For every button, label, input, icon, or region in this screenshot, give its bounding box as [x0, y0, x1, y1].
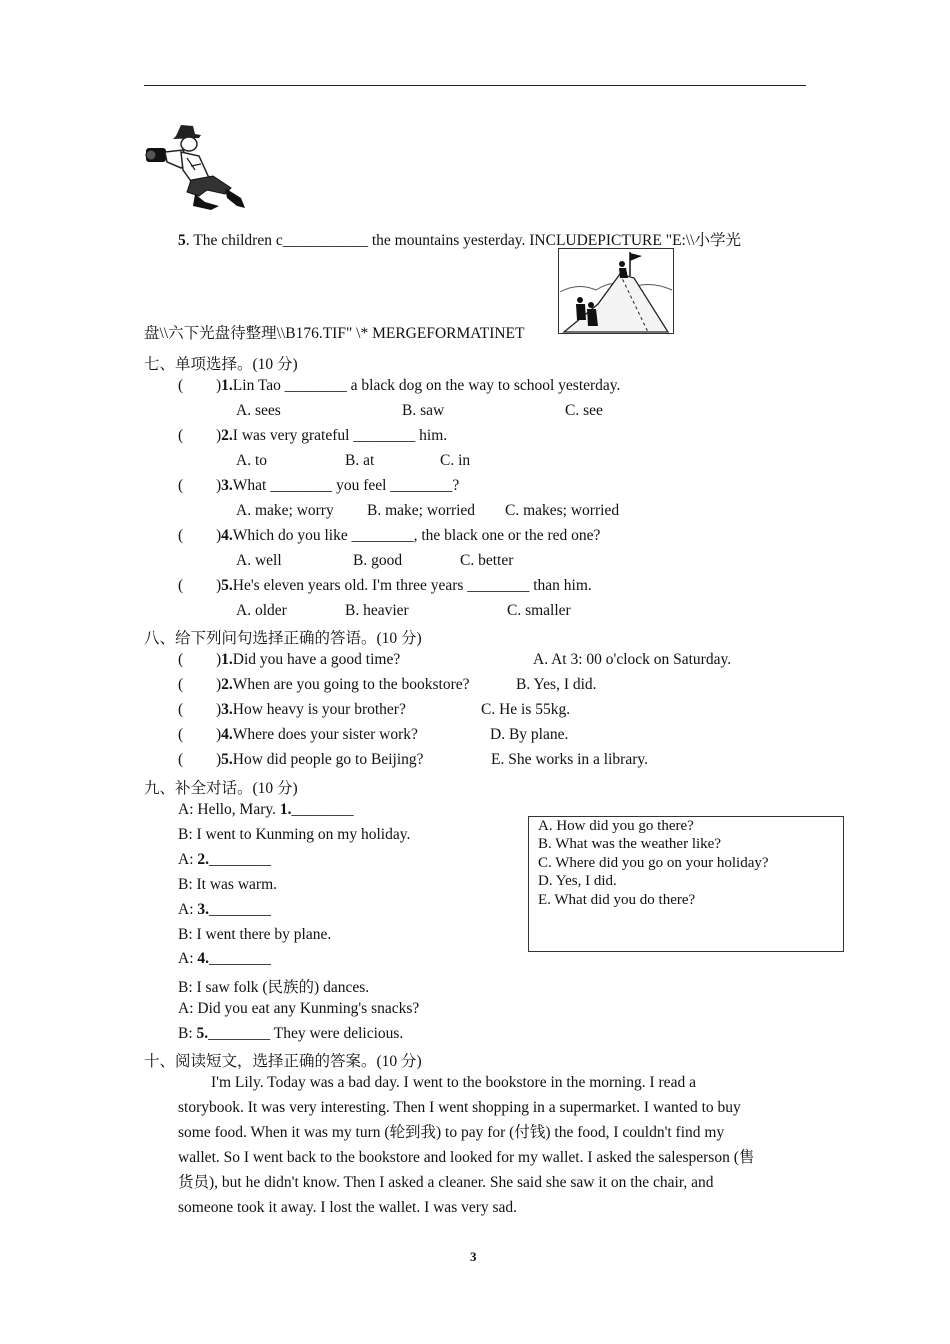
option-b: B. make; worried	[367, 502, 476, 519]
question-item	[216, 527, 600, 545]
answer-paren-close: )	[216, 377, 222, 394]
question-text: What ________ you feel ________?	[232, 477, 460, 494]
section-8-title: 八、给下列问句选择正确的答语。(10 分)	[144, 630, 422, 647]
question-item	[216, 577, 592, 595]
option-c: C. see	[565, 402, 603, 419]
passage-line: wallet. So I went back to the bookstore and looked for my wallet. I asked the salesperson (售	[178, 1149, 755, 1166]
question-number: 1.	[221, 377, 233, 394]
question-text: I was very grateful ________ him.	[232, 427, 448, 444]
answer-paren[interactable]: (	[178, 751, 184, 768]
question-text: He's eleven years old. I'm three years ________ than him.	[232, 577, 592, 594]
section-9-title: 九、补全对话。(10 分)	[144, 780, 298, 797]
section-7-title: 七、单项选择。(10 分)	[144, 356, 298, 373]
section-10-title: 十、阅读短文，选择正确的答案。(10 分)	[144, 1053, 422, 1070]
answer-paren[interactable]: (	[178, 676, 184, 693]
option-b: B. saw	[402, 402, 445, 419]
question-number: 2.	[221, 676, 233, 693]
mountain-climbers-illustration	[558, 248, 674, 334]
passage-line: some food. When it was my turn (轮到我) to pay for (付钱) the food, I couldn't find my	[178, 1124, 725, 1141]
question-item: )3.How heavy is your brother?	[216, 701, 406, 718]
option-a: A. well	[236, 552, 282, 569]
question-text: Lin Tao ________ a black dog on the way to school yesterday.	[232, 377, 621, 394]
passage-line: 货员), but he didn't know. Then I asked a cleaner. She said she saw it on the chair, and	[178, 1174, 714, 1191]
photographer-illustration	[143, 122, 247, 212]
question-number: 4.	[221, 527, 233, 544]
option-item: C. Where did you go on your holiday?	[538, 855, 769, 871]
option-item: E. What did you do there?	[538, 892, 696, 908]
question-item	[216, 377, 620, 395]
answer-paren-close: )	[216, 577, 222, 594]
option-c: C. smaller	[507, 602, 571, 619]
option-a: A. sees	[236, 402, 281, 419]
question-item: )4.Where does your sister work?	[216, 726, 418, 743]
option-item: D. Yes, I did.	[538, 873, 617, 889]
dialogue-line: B: I went there by plane.	[178, 926, 332, 943]
answer-paren-open[interactable]: (	[178, 527, 184, 544]
question-number: 2.	[221, 427, 233, 444]
option-c: C. in	[440, 452, 471, 469]
answer-paren-close: )	[216, 527, 222, 544]
question-text: When are you going to the bookstore?	[232, 676, 470, 693]
question-item: )5.How did people go to Beijing?	[216, 751, 424, 768]
option-item: A. How did you go there?	[538, 818, 694, 834]
header-rule	[144, 85, 806, 86]
answer-choice: E. She works in a library.	[491, 751, 648, 768]
question-text: How heavy is your brother?	[232, 701, 406, 718]
answer-paren-open[interactable]: (	[178, 427, 184, 444]
question-5-line-2: 盘\\六下光盘待整理\\B176.TIF" \* MERGEFORMATINET	[144, 325, 525, 342]
passage-line: storybook. It was very interesting. Then I went shopping in a supermarket. I wanted to buy	[178, 1099, 741, 1116]
question-5-number: 5	[178, 232, 186, 249]
question-number: 1.	[221, 651, 233, 668]
reading-passage	[178, 1070, 806, 1220]
question-item	[216, 427, 447, 445]
question-item: )2.When are you going to the bookstore?	[216, 676, 470, 693]
question-number: 5.	[221, 751, 233, 768]
answer-paren-close: )	[216, 477, 222, 494]
answer-choice: D. By plane.	[490, 726, 569, 743]
dialogue-line: B: I went to Kunming on my holiday.	[178, 826, 411, 843]
answer-paren[interactable]: (	[178, 726, 184, 743]
answer-paren-open[interactable]: (	[178, 377, 184, 394]
answer-paren-close: )	[216, 427, 222, 444]
option-a: A. older	[236, 602, 287, 619]
answer-paren[interactable]: (	[178, 651, 184, 668]
dialogue-line: A: 3.________	[178, 901, 271, 918]
option-c: C. better	[460, 552, 514, 569]
answer-paren-open[interactable]: (	[178, 577, 184, 594]
dialogue-line: A: Did you eat any Kunming's snacks?	[178, 1000, 420, 1017]
question-text: Did you have a good time?	[232, 651, 401, 668]
option-b: B. good	[353, 552, 403, 569]
dialogue-line: B: I saw folk (民族的) dances.	[178, 979, 370, 996]
question-number: 5.	[221, 577, 233, 594]
question-number: 3.	[221, 701, 233, 718]
option-item: B. What was the weather like?	[538, 836, 721, 852]
answer-choice: C. He is 55kg.	[481, 701, 571, 718]
option-a: A. make; worry	[236, 502, 334, 519]
answer-choice: B. Yes, I did.	[516, 676, 597, 693]
question-item: )1.Did you have a good time?	[216, 651, 401, 668]
passage-line: I'm Lily. Today was a bad day. I went to the bookstore in the morning. I read a	[211, 1074, 696, 1091]
page-number: 3	[470, 1249, 477, 1264]
question-5-text: . The children c___________ the mountains yesterday. INCLUDEPICTURE "E:\\小学光	[185, 232, 741, 249]
question-number: 3.	[221, 477, 233, 494]
dialogue-line: A: Hello, Mary. 1.________	[178, 801, 354, 818]
passage-line: someone took it away. I lost the wallet. I was very sad.	[178, 1199, 518, 1216]
question-text: Which do you like ________, the black one or the red one?	[232, 527, 601, 544]
option-b: B. heavier	[345, 602, 409, 619]
answer-paren-open[interactable]: (	[178, 477, 184, 494]
question-text: How did people go to Beijing?	[232, 751, 424, 768]
dialogue-line: B: 5.________ They were delicious.	[178, 1025, 404, 1042]
option-c: C. makes; worried	[505, 502, 620, 519]
answer-choice: A. At 3: 00 o'clock on Saturday.	[533, 651, 732, 668]
question-number: 4.	[221, 726, 233, 743]
answer-paren[interactable]: (	[178, 701, 184, 718]
option-a: A. to	[236, 452, 267, 469]
question-5-line	[178, 228, 741, 250]
dialogue-line: A: 4.________	[178, 950, 271, 967]
dialogue-line: A: 2.________	[178, 851, 271, 868]
dialogue-line: B: It was warm.	[178, 876, 278, 893]
question-text: Where does your sister work?	[232, 726, 418, 743]
option-b: B. at	[345, 452, 375, 469]
options-box	[528, 816, 844, 952]
question-item	[216, 477, 459, 495]
